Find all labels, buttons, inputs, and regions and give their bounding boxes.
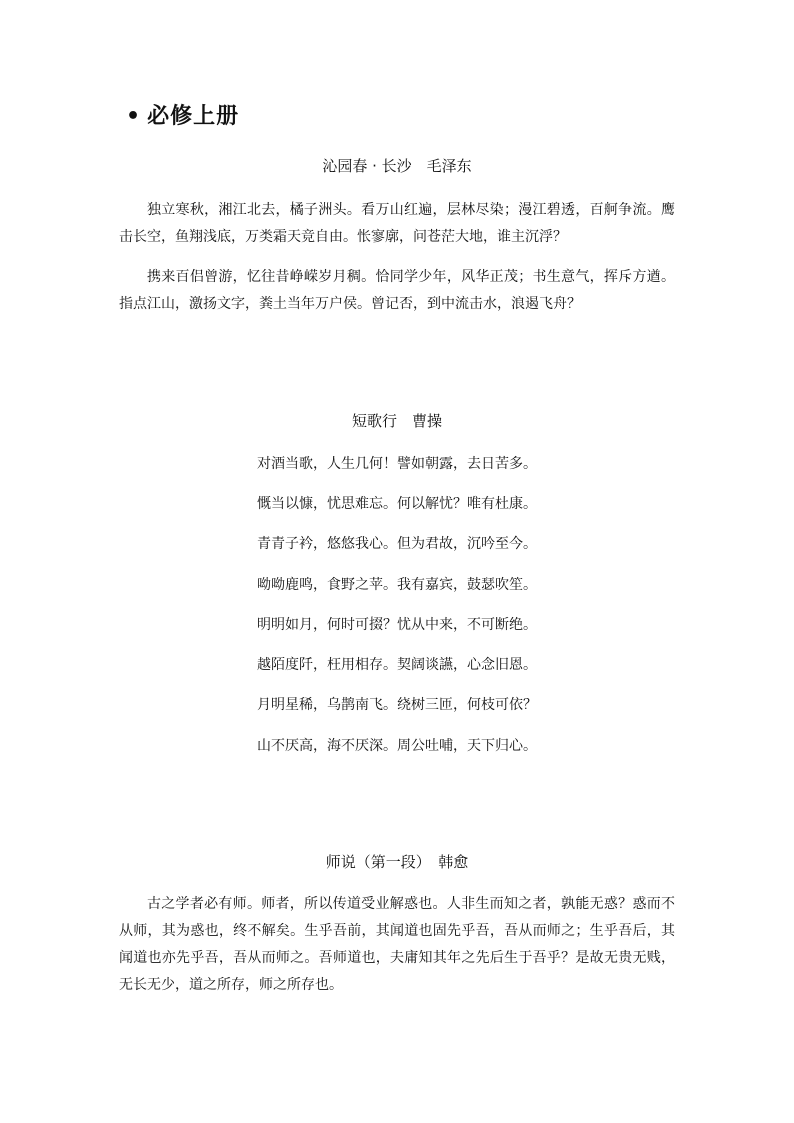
poem2-line-5: 明明如月，何时可掇？忧从中来，不可断绝。 — [257, 617, 537, 633]
section-heading-text: 必修上册 — [147, 104, 240, 129]
poem2-line-2: 慨当以慷，忧思难忘。何以解忧？唯有杜康。 — [257, 496, 537, 512]
poem1-title: 沁园春 · 长沙 毛泽东 — [322, 157, 472, 175]
essay-paragraph: 古之学者必有师。师者，所以传道受业解惑也。人非生而知之者，孰能无惑？惑而不从师，其为惑也，终不解矣。生乎吾前，其闻道也固先乎吾，吾从而师之；生乎吾后，其闻道也亦先乎吾，吾从而师之。吾师道也，夫庸知其年之先后生于吾乎？是故无贵无贱，无长无少，道之所存，师之所存也。 — [119, 896, 675, 993]
poem2-line-3: 青青子衿，悠悠我心。但为君故，沉吟至今。 — [257, 536, 537, 552]
poem2-line-4: 呦呦鹿鸣，食野之苹。我有嘉宾，鼓瑟吹笙。 — [257, 577, 537, 593]
bullet-icon: • — [126, 104, 142, 129]
poem2-line-7: 月明星稀，乌鹊南飞。绕树三匝，何枝可依？ — [257, 697, 537, 713]
poem2-line-6: 越陌度阡，枉用相存。契阔谈讌，心念旧恩。 — [257, 657, 537, 673]
poem2-line-1: 对酒当歌，人生几何！譬如朝露，去日苦多。 — [257, 456, 537, 472]
essay-title: 师说（第一段） 韩愈 — [325, 853, 469, 871]
poem2-line-8: 山不厌高，海不厌深。周公吐哺，天下归心。 — [257, 738, 537, 754]
poem1-paragraph-1: 独立寒秋，湘江北去，橘子洲头。看万山红遍，层林尽染；漫江碧透，百舸争流。鹰击长空，鱼翔浅底，万类霜天竞自由。怅寥廓，问苍茫大地，谁主沉浮？ — [119, 202, 675, 245]
poem2-title: 短歌行 曹操 — [351, 412, 442, 430]
poem1-paragraph-2: 携来百侣曾游，忆往昔峥嵘岁月稠。恰同学少年，风华正茂；书生意气，挥斥方遒。指点江山，激扬文字，粪土当年万户侯。曾记否，到中流击水，浪遏飞舟？ — [119, 269, 675, 312]
section-heading — [126, 101, 239, 133]
